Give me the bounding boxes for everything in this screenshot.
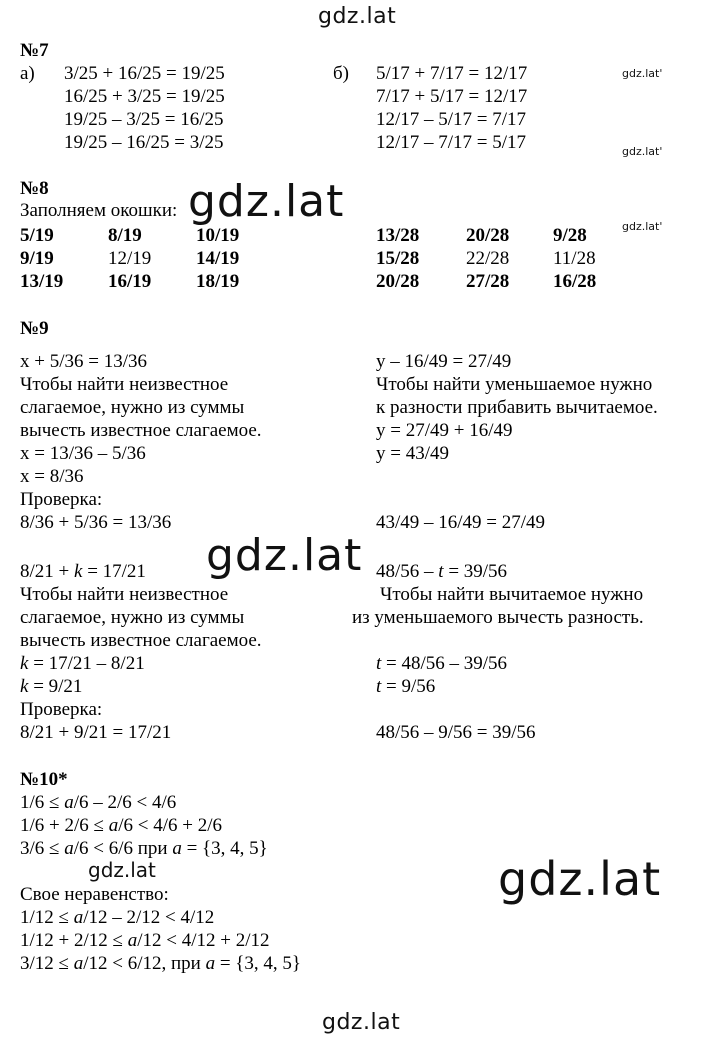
task-9-line: слагаемое, нужно из суммы	[20, 607, 245, 628]
task-7-a-label: а)	[20, 63, 35, 84]
task-10-line: 3/12 ≤ a/12 < 6/12, при a = {3, 4, 5}	[20, 953, 302, 974]
task-9-line: y = 27/49 + 16/49	[376, 420, 513, 441]
watermark-small-2: gdz.lat'	[622, 145, 663, 158]
task-10-line: 1/6 + 2/6 ≤ a/6 < 4/6 + 2/6	[20, 815, 222, 836]
task-9-line: x = 13/36 – 5/36	[20, 443, 146, 464]
task-9-line: к разности прибавить вычитаемое.	[376, 397, 658, 418]
task-10-line: 3/6 ≤ a/6 < 6/6 при a = {3, 4, 5}	[20, 838, 268, 859]
task-8-cell: 10/19	[196, 225, 240, 246]
task-8-cell: 5/19	[20, 225, 54, 246]
task-8-title: №8	[20, 178, 49, 199]
task-9-line: 48/56 – 9/56 = 39/56	[376, 722, 536, 743]
task-8-cell: 16/28	[553, 271, 597, 292]
task-8-cell: 9/19	[20, 248, 54, 269]
watermark-big-3: gdz.lat	[498, 852, 662, 906]
task-7-b-line: 12/17 – 7/17 = 5/17	[376, 132, 527, 153]
watermark-top: gdz.lat	[318, 4, 397, 29]
task-9-line: Чтобы найти неизвестное	[20, 584, 229, 605]
task-10-line: 1/12 + 2/12 ≤ a/12 < 4/12 + 2/12	[20, 930, 270, 951]
task-9-line: x = 8/36	[20, 466, 84, 487]
task-9-line: 8/21 + k = 17/21	[20, 561, 146, 582]
task-7-b-line: 12/17 – 5/17 = 7/17	[376, 109, 527, 130]
task-10-title: №10*	[20, 769, 68, 790]
watermark-bottom: gdz.lat	[322, 1010, 401, 1035]
task-8-cell: 22/28	[466, 248, 510, 269]
task-8-cell: 15/28	[376, 248, 420, 269]
task-9-line: Чтобы найти уменьшаемое нужно	[376, 374, 653, 395]
task-8-cell: 20/28	[466, 225, 510, 246]
task-7-a-line: 19/25 – 3/25 = 16/25	[64, 109, 224, 130]
task-9-line: вычесть известное слагаемое.	[20, 420, 262, 441]
task-8-cell: 16/19	[108, 271, 152, 292]
task-8-cell: 8/19	[108, 225, 142, 246]
task-9-line: вычесть известное слагаемое.	[20, 630, 262, 651]
watermark-small-3: gdz.lat'	[622, 220, 663, 233]
task-9-line: Проверка:	[20, 489, 103, 510]
task-7-title: №7	[20, 40, 49, 61]
task-10-line: 1/12 ≤ a/12 – 2/12 < 4/12	[20, 907, 215, 928]
task-9-line: x + 5/36 = 13/36	[20, 351, 147, 372]
task-7-a-line: 19/25 – 16/25 = 3/25	[64, 132, 224, 153]
task-9-line: Чтобы найти вычитаемое нужно	[380, 584, 644, 605]
task-9-line: y = 43/49	[376, 443, 449, 464]
task-8-cell: 14/19	[196, 248, 240, 269]
task-9-line: y – 16/49 = 27/49	[376, 351, 512, 372]
task-7-b-line: 7/17 + 5/17 = 12/17	[376, 86, 528, 107]
task-9-line: слагаемое, нужно из суммы	[20, 397, 245, 418]
task-8-cell: 20/28	[376, 271, 420, 292]
task-9-line: 48/56 – t = 39/56	[376, 561, 508, 582]
task-9-line: k = 17/21 – 8/21	[20, 653, 145, 674]
task-9-line: 8/21 + 9/21 = 17/21	[20, 722, 172, 743]
task-9-line: t = 48/56 – 39/56	[376, 653, 508, 674]
watermark-small-1: gdz.lat'	[622, 67, 663, 80]
task-9-line: Чтобы найти неизвестное	[20, 374, 229, 395]
task-8-cell: 18/19	[196, 271, 240, 292]
task-8-cell: 11/28	[553, 248, 596, 269]
task-8-intro: Заполняем окошки:	[20, 200, 178, 221]
watermark-big-1: gdz.lat	[188, 176, 345, 227]
task-9-title: №9	[20, 318, 49, 339]
task-9-line: t = 9/56	[376, 676, 436, 697]
watermark-big-2: gdz.lat	[206, 530, 363, 581]
task-9-line: Проверка:	[20, 699, 103, 720]
task-7-a-line: 16/25 + 3/25 = 19/25	[64, 86, 225, 107]
task-10-line: 1/6 ≤ a/6 – 2/6 < 4/6	[20, 792, 177, 813]
task-7-b-label: б)	[333, 63, 349, 84]
task-9-line: из уменьшаемого вычесть разность.	[352, 607, 644, 628]
task-7-b-line: 5/17 + 7/17 = 12/17	[376, 63, 528, 84]
task-10-line: Свое неравенство:	[20, 884, 169, 905]
task-9-line: k = 9/21	[20, 676, 83, 697]
watermark-mid: gdz.lat	[88, 858, 156, 882]
task-7-a-line: 3/25 + 16/25 = 19/25	[64, 63, 225, 84]
task-8-cell: 13/28	[376, 225, 420, 246]
task-9-line: 8/36 + 5/36 = 13/36	[20, 512, 172, 533]
task-8-cell: 27/28	[466, 271, 510, 292]
task-9-line: 43/49 – 16/49 = 27/49	[376, 512, 546, 533]
task-8-cell: 9/28	[553, 225, 587, 246]
task-8-cell: 12/19	[108, 248, 152, 269]
task-8-cell: 13/19	[20, 271, 64, 292]
